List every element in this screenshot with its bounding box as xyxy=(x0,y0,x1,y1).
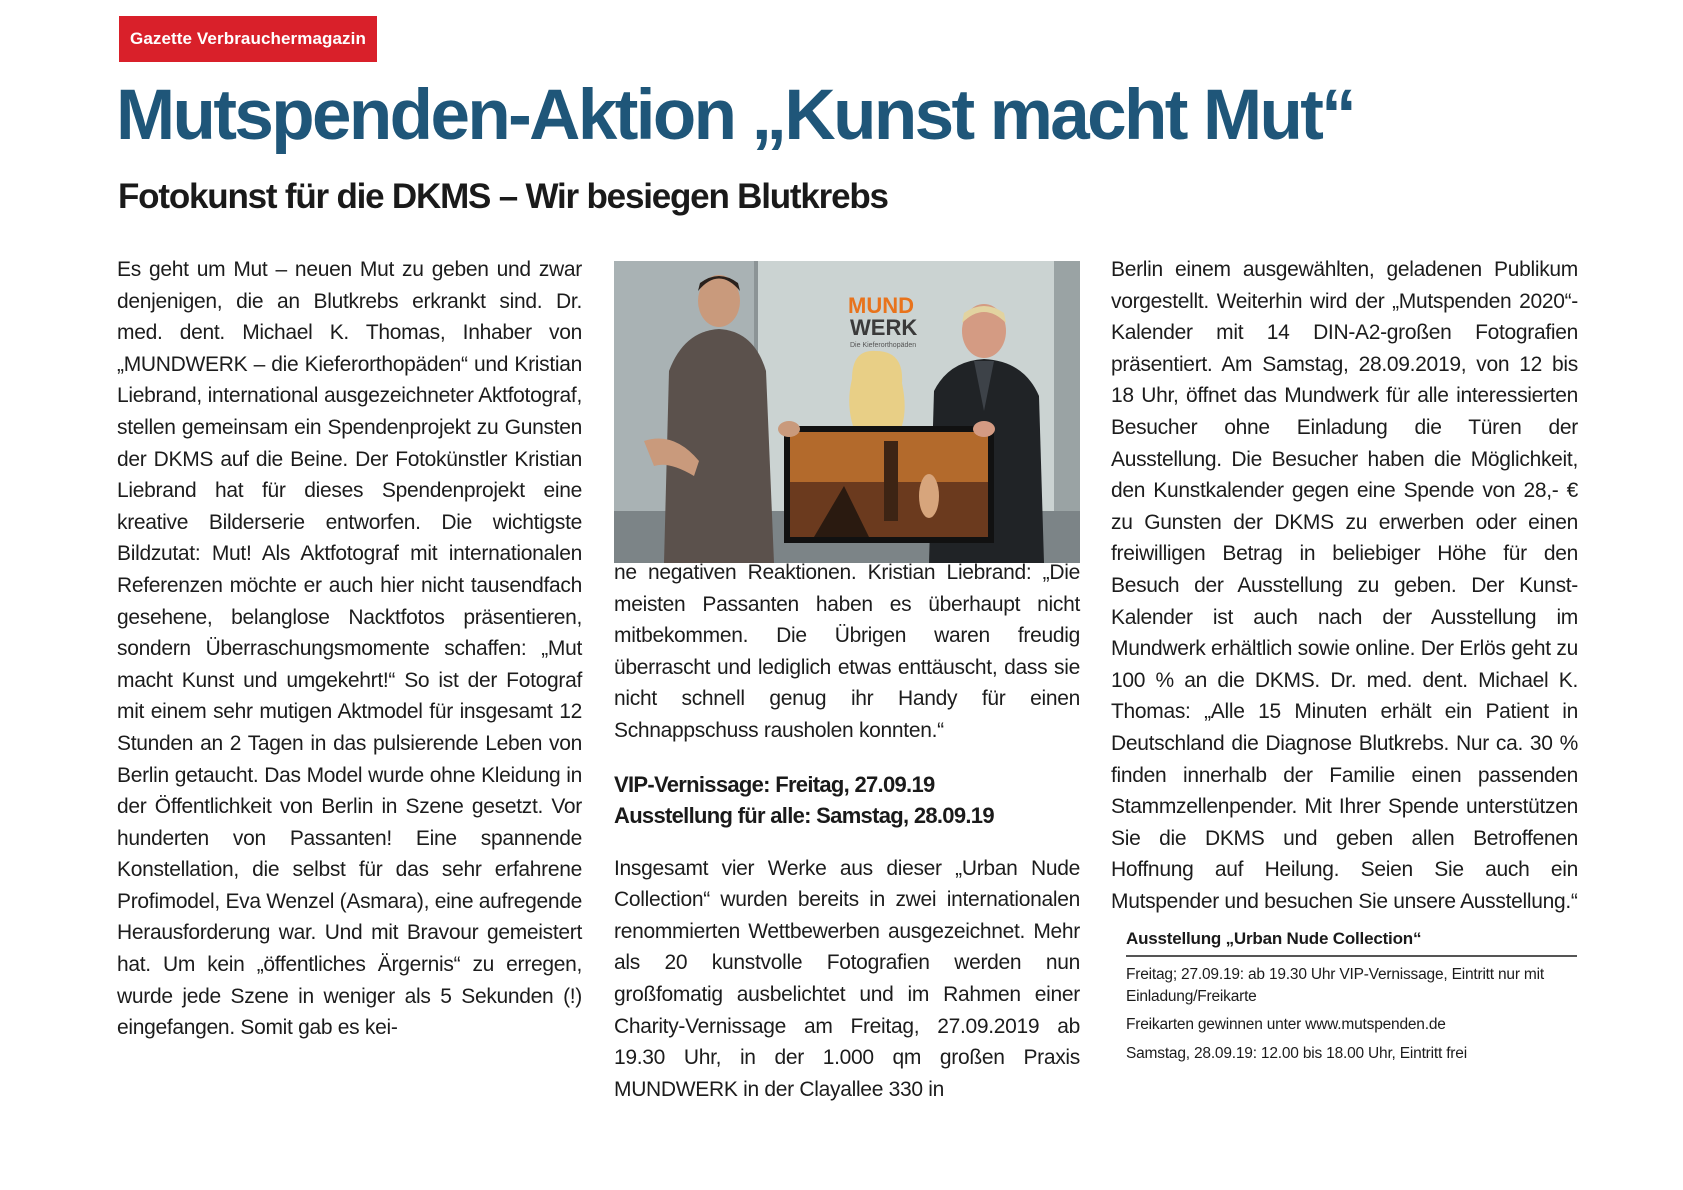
column-2 xyxy=(614,557,1080,1105)
column-3 xyxy=(1111,254,1578,1064)
photo-logo-line2: WERK xyxy=(850,315,918,340)
body-text: Es geht um Mut – neuen Mut zu geben und zwar denjenigen, die an Blutkrebs erkrankt sind. Dr. med. dent. Michael K. Thomas, Inhaber von „MUNDWERK – die Kieferorthopäden“ und Kristian Liebrand, international ausgezeichneter Aktfotograf, stellen gemeinsam ein Spendenprojekt zu Gunsten der DKMS auf die Beine. Der Fotokünstler Kristian Liebrand hat für dieses Spendenprojekt eine kreative Bilderserie entworfen. Die wichtigste Bildzutat: Mut! Als Aktfotograf mit internationalen Referenzen möchte er auch hier nicht tausendfach gesehene, belanglose Nacktfotos präsentieren, sondern Überraschungsmomente schaffen: „Mut macht Kunst und umgekehrt!“ So ist der Fotograf mit einem sehr mutigen Aktmodel für insgesamt 12 Stunden an 2 Tagen in das pulsierende Leben von Berlin getaucht. Das Model wurde ohne Kleidung in der Öffentlichkeit von Berlin in Szene gesetzt. Vor hunderten von Passanten! Eine spannende Konstellation, die selbst für das sehr erfahrene Profimodel, Eva Wenzel (Asmara), eine aufregende Herausforderung war. Und mit Bravour gemeistert hat. Um kein „öffentliches Ärgernis“ zu erregen, wurde jede Szene in weniger als 5 Sekunden (!) eingefangen. Somit gab es kei- xyxy=(117,258,582,1040)
headline: Mutspenden-Aktion „Kunst macht Mut“ xyxy=(116,76,1355,155)
subheadline: Fotokunst für die DKMS – Wir besiegen Blutkrebs xyxy=(118,177,888,216)
info-box xyxy=(1126,927,1577,1064)
body-text: Berlin einem ausgewählten, geladenen Publikum vorgestellt. Weiterhin wird der „Mutspenden 2020“-Kalender mit 14 DIN-A2-großen Fotografien präsentiert. Am Samstag, 28.09.2019, von 12 bis 18 Uhr, öffnet das Mundwerk für alle interessierten Besucher ohne Einladung die Türen der Ausstellung. Die Besucher haben die Möglichkeit, den Kunstkalender gegen eine Spende von 28,- € zu Gunsten der DKMS zu erwerben oder einen freiwilligen Betrag in beliebiger Höhe für den Besuch der Ausstellung zu geben. Der Kunst-Kalender ist auch nach der Ausstellung im Mundwerk erhältlich sowie online. Der Erlös geht zu 100 % an die DKMS. Dr. med. dent. Michael K. Thomas: „Alle 15 Minuten erhält ein Patient in Deutschland die Diagnose Blutkrebs. Nur ca. 30 % finden innerhalb der Familie einen passenden Stammzellenpender. Mit Ihrer Spende unterstützen Sie die DKMS und geben allen Betroffenen Hoffnung auf Heilung. Seien Sie auch ein Mutspender und besuchen Sie unsere Ausstellung.“ xyxy=(1111,258,1578,913)
magazine-badge: Gazette Verbrauchermagazin xyxy=(119,16,377,62)
info-box-title: Ausstellung „Urban Nude Collection“ xyxy=(1126,927,1577,957)
info-line-tickets: Freikarten gewinnen unter www.mutspenden.de xyxy=(1126,1016,1446,1034)
photo-logo-tagline: Die Kieferorthopäden xyxy=(850,342,917,349)
body-text-2: Insgesamt vier Werke aus dieser „Urban Nude Collection“ wurden bereits in zwei internationalen renommierten Wettbewerben ausgezeichnet. Mehr als 20 kunstvolle Fotografien werden nun großfomatig ausbelichtet und im Rahmen einer Charity-Vernissage am Freitag, 27.09.2019 ab 19.30 Uhr, in der 1.000 qm großen Praxis MUNDWERK in der Clayallee 330 in xyxy=(614,856,1080,1101)
photo-logo-line1: MUND xyxy=(848,293,914,318)
info-line-saturday: Samstag, 28.09.19: 12.00 bis 18.00 Uhr, Eintritt frei xyxy=(1126,1044,1467,1062)
vip-line-1: VIP-Vernissage: Freitag, 27.09.19 xyxy=(614,771,935,797)
article-photo xyxy=(614,261,1080,563)
body-text: ne negativen Reaktionen. Kristian Liebrand: „Die meisten Passanten haben es überhaupt nicht mitbekommen. Die Übrigen waren freudig überrascht und lediglich etwas enttäuscht, dass sie nicht schnell genug ihr Handy für einen Schnappschuss rausholen konnten.“ xyxy=(614,561,1080,742)
event-dates xyxy=(614,769,1080,831)
photo-icon xyxy=(614,261,1080,563)
info-line-friday: Freitag; 27.09.19: ab 19.30 Uhr VIP-Vernissage, Eintritt nur mit Einladung/Freikarte xyxy=(1126,966,1544,1005)
column-1 xyxy=(117,254,582,1044)
vip-line-2: Ausstellung für alle: Samstag, 28.09.19 xyxy=(614,802,994,828)
